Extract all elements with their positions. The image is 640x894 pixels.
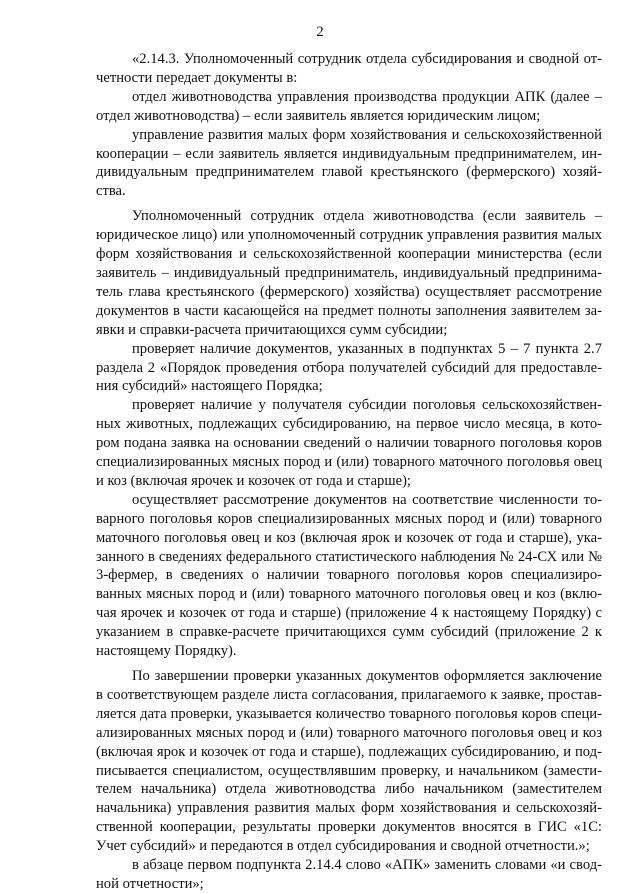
paragraph-checks-livestock: проверяет наличие у получателя субсидии поголовья сельскохозяйственных животных, подлежащих субсидированию, на первое число месяца, в котором подана заявка на основании сведений о наличии товарного поголовья коров специализированных мясных пород и (или) товарного маточного поголовья овец и коз (включая ярочек и козочек от года и старше); [96,397,602,489]
paragraph-reviews-documents: осуществляет рассмотрение документов на соответствие численности товарного поголовья коров специализированных мясных пород и (или) товарного маточного поголовья овец и коз (включая ярок и козочек от года и старше), указанного в сведениях федерального статистического наблюдения № 24-СХ или № 3-фермер, в сведениях о наличии товарного поголовья коров специализированных мясных пород и (или) товарного маточного поголовья овец и коз (включая ярочек и козочек от года и старше) (приложение 4 к настоящему Порядку) с указанием в справке-расчете причитающихся сумм субсидий (приложение 2 к настоящему Порядку). [96,491,602,660]
document-body [96,50,602,894]
paragraph-conclusion: По завершении проверки указанных документов оформляется заключение в соответствующем разделе листа согласования, прилагаемого к заявке, проставляется дата проверки, указывается количество товарного поголовья коров специализированных мясных пород и (или) товарного маточного поголовья овец и коз (включая ярок и козочек от года и старше), подлежащих субсидированию, и подписывается специалистом, осуществлявшим проверку, и начальником (заместителем начальника) отдела животноводства либо начальником (заместителем начальника) управления развития малых форм хозяйствования и сельскохозяйственной кооперации, результаты проверки документов вносятся в ГИС «1С: Учет субсидий» и передаются в отдел субсидирования и сводной отчетности.»; [96,668,602,855]
paragraph-small-business-department: управление развития малых форм хозяйствования и сельскохозяйственной кооперации – если заявитель является индивидуальным предпринимателем, индивидуальным предпринимателем главой крестьянского (фермерского) хозяйства. [96,126,602,200]
paragraph-authorized-employee: Уполномоченный сотрудник отдела животноводства (если заявитель – юридическое лицо) или уполномоченный сотрудник управления развития малых форм хозяйствования и сельскохозяйственной кооперации министерства (если заявитель – индивидуальный предприниматель, индивидуальный предприниматель глава крестьянского (фермерского) хозяйства) осуществляет рассмотрение документов в части касающейся на предмет полноты заполнения заявителем заявки и справки-расчета причитающихся сумм субсидии; [96,208,602,338]
paragraph-2-14-3-intro: «2.14.3. Уполномоченный сотрудник отдела субсидирования и сводной отчетности передает документы в: [96,51,602,86]
paragraph-checks-documents: проверяет наличие документов, указанных в подпунктах 5 – 7 пункта 2.7 раздела 2 «Порядок проведения отбора получателей субсидий для предоставления субсидий» настоящего Порядка; [96,340,602,395]
paragraph-livestock-department: отдел животноводства управления производства продукции АПК (далее – отдел животноводства) – если заявитель является юридическим лицом; [96,88,602,124]
paragraph-amendment-2-14-4: в абзаце первом подпункта 2.14.4 слово «АПК» заменить словами «и сводной отчетности»; [96,857,602,892]
page-number: 2 [316,24,324,40]
